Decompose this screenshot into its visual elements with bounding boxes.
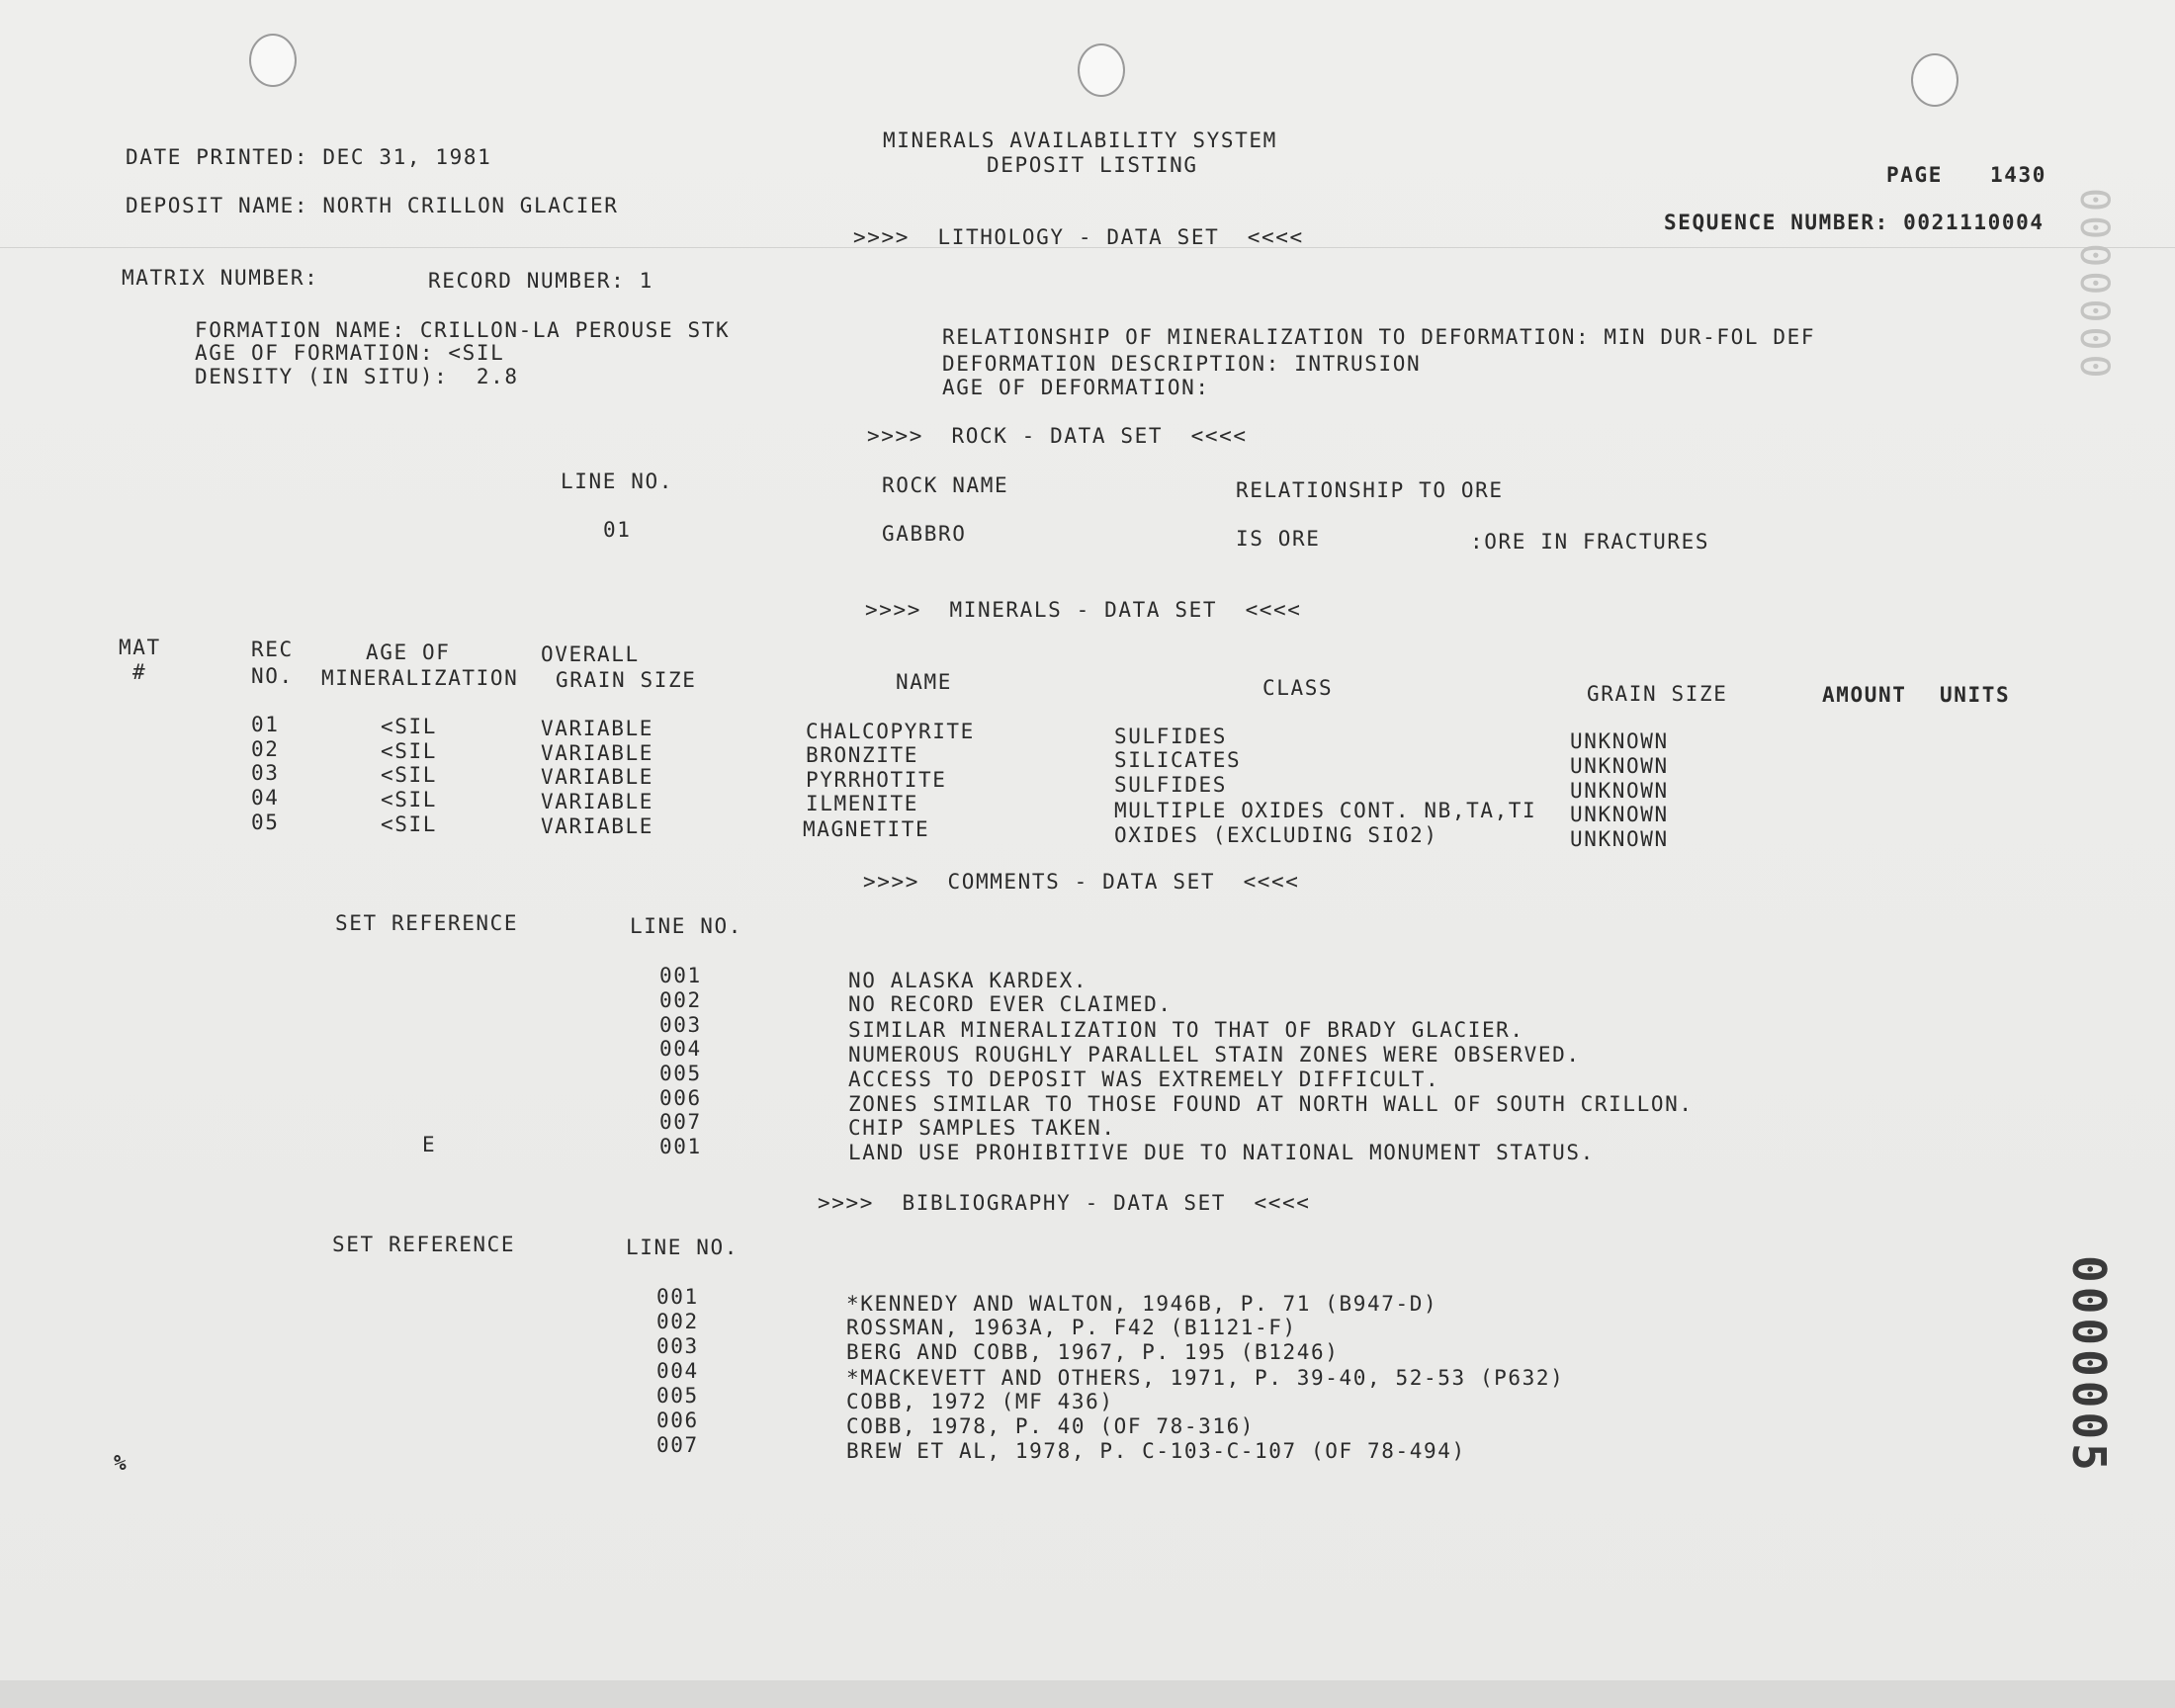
comments-header-line-no: LINE NO.	[630, 914, 742, 938]
mineral-rec: 03	[251, 761, 280, 785]
bibliography-text: BERG AND COBB, 1967, P. 195 (B1246)	[846, 1340, 1340, 1364]
rock-name: GABBRO	[882, 522, 967, 546]
mineral-name: CHALCOPYRITE	[806, 720, 975, 743]
mineral-class: SULFIDES	[1114, 773, 1227, 797]
comments-banner: >>>> COMMENTS - DATA SET <<<<	[863, 870, 1300, 894]
comment-text: SIMILAR MINERALIZATION TO THAT OF BRADY GLACIER.	[848, 1018, 1524, 1042]
mineral-class: SILICATES	[1114, 748, 1242, 772]
mineral-class: OXIDES (EXCLUDING SIO2)	[1114, 823, 1438, 847]
comment-line-no: 003	[659, 1013, 702, 1037]
mineral-overall-grain: VARIABLE	[541, 790, 653, 813]
comment-line-no: 002	[659, 988, 702, 1012]
scan-bottom-strip	[0, 1680, 2175, 1708]
bibliography-line-no: 004	[656, 1359, 699, 1383]
comment-line-no: 001	[659, 1135, 702, 1158]
bibliography-text: *MACKEVETT AND OTHERS, 1971, P. 39-40, 52-53 (P632)	[846, 1366, 1565, 1390]
bibliography-text: *KENNEDY AND WALTON, 1946B, P. 71 (B947-D)	[846, 1292, 1438, 1316]
punch-hole	[249, 34, 297, 87]
percent-mark: %	[114, 1451, 129, 1475]
lithology-banner: >>>> LITHOLOGY - DATA SET <<<<	[853, 225, 1304, 249]
mineral-overall-grain: VARIABLE	[541, 717, 653, 740]
rock-line-no: 01	[603, 518, 632, 542]
minerals-header-class: CLASS	[1262, 676, 1334, 700]
minerals-header-mineralization: MINERALIZATION	[321, 666, 519, 690]
minerals-header-grain: GRAIN SIZE	[1587, 682, 1728, 706]
bibliography-line-no: 001	[656, 1285, 699, 1309]
mineral-overall-grain: VARIABLE	[541, 741, 653, 765]
mineral-age: <SIL	[381, 739, 437, 763]
minerals-header-amount: AMOUNT	[1822, 683, 1907, 707]
comment-line-no: 004	[659, 1037, 702, 1061]
bibliography-line-no: 006	[656, 1409, 699, 1432]
bibliography-text: BREW ET AL, 1978, P. C-103-C-107 (OF 78-494)	[846, 1439, 1466, 1463]
age-of-deformation: AGE OF DEFORMATION:	[942, 376, 1210, 399]
comment-text: CHIP SAMPLES TAKEN.	[848, 1116, 1116, 1140]
density: DENSITY (IN SITU): 2.8	[195, 365, 519, 388]
comments-header-set-reference: SET REFERENCE	[335, 911, 519, 935]
deformation-description: DEFORMATION DESCRIPTION: INTRUSION	[942, 352, 1422, 376]
comment-line-no: 005	[659, 1062, 702, 1085]
mineral-overall-grain: VARIABLE	[541, 814, 653, 838]
mineralization-relationship: RELATIONSHIP OF MINERALIZATION TO DEFORMATION: MIN DUR-FOL DEF	[942, 325, 1816, 349]
side-stamp-number	[2056, 1255, 2126, 1493]
comment-text: NO ALASKA KARDEX.	[848, 969, 1088, 992]
minerals-header-overall: OVERALL	[541, 642, 640, 666]
mineral-grain-size: UNKNOWN	[1570, 779, 1669, 803]
sequence-number: SEQUENCE NUMBER: 0021110004	[1664, 211, 2044, 234]
mineral-name: MAGNETITE	[803, 817, 930, 841]
bibliography-text: COBB, 1972 (MF 436)	[846, 1390, 1114, 1413]
mineral-age: <SIL	[381, 788, 437, 811]
comment-text: ACCESS TO DEPOSIT WAS EXTREMELY DIFFICULT.	[848, 1068, 1440, 1091]
record-number: RECORD NUMBER: 1	[428, 269, 653, 293]
deposit-name: DEPOSIT NAME: NORTH CRILLON GLACIER	[126, 194, 619, 217]
comment-line-no: 001	[659, 964, 702, 987]
rock-header-rock-name: ROCK NAME	[882, 473, 1009, 497]
mineral-age: <SIL	[381, 763, 437, 787]
comment-text: LAND USE PROHIBITIVE DUE TO NATIONAL MONUMENT STATUS.	[848, 1141, 1595, 1164]
comment-line-no: 006	[659, 1086, 702, 1110]
mineral-grain-size: UNKNOWN	[1570, 827, 1669, 851]
mineral-rec: 02	[251, 737, 280, 761]
formation-name: FORMATION NAME: CRILLON-LA PEROUSE STK	[195, 318, 731, 342]
mineral-name: ILMENITE	[806, 792, 918, 815]
bibliography-text: COBB, 1978, P. 40 (OF 78-316)	[846, 1414, 1256, 1438]
minerals-header-mat-hash: #	[132, 660, 147, 684]
comment-set-reference: E	[422, 1133, 437, 1156]
mineral-class: SULFIDES	[1114, 725, 1227, 748]
comment-text: ZONES SIMILAR TO THOSE FOUND AT NORTH WALL OF SOUTH CRILLON.	[848, 1092, 1694, 1116]
mineral-grain-size: UNKNOWN	[1570, 754, 1669, 778]
rock-header-relationship: RELATIONSHIP TO ORE	[1236, 478, 1504, 502]
minerals-banner: >>>> MINERALS - DATA SET <<<<	[865, 598, 1302, 622]
matrix-number: MATRIX NUMBER:	[122, 266, 319, 290]
minerals-header-grain-size: GRAIN SIZE	[556, 668, 697, 692]
side-stamp-text: 0000005	[2062, 1255, 2116, 1475]
mineral-age: <SIL	[381, 715, 437, 738]
bibliography-line-no: 007	[656, 1433, 699, 1457]
rock-relationship: IS ORE	[1236, 527, 1321, 551]
rock-banner: >>>> ROCK - DATA SET <<<<	[867, 424, 1248, 448]
mineral-rec: 04	[251, 786, 280, 810]
mineral-grain-size: UNKNOWN	[1570, 729, 1669, 753]
page-number: 1430	[1990, 163, 2046, 187]
date-printed: DATE PRINTED: DEC 31, 1981	[126, 145, 492, 169]
minerals-header-rec-no: NO.	[251, 664, 294, 688]
mineral-name: BRONZITE	[806, 743, 918, 767]
mineral-rec: 05	[251, 811, 280, 834]
bibliography-banner: >>>> BIBLIOGRAPHY - DATA SET <<<<	[818, 1191, 1311, 1215]
rock-header-line-no: LINE NO.	[561, 470, 673, 493]
bibliography-line-no: 005	[656, 1384, 699, 1408]
bibliography-line-no: 003	[656, 1334, 699, 1358]
minerals-header-mat: MAT	[119, 636, 161, 659]
bibliography-line-no: 002	[656, 1310, 699, 1333]
faint-stamp-number	[2061, 188, 2131, 405]
minerals-header-rec: REC	[251, 638, 294, 661]
mineral-age: <SIL	[381, 812, 437, 836]
system-title: MINERALS AVAILABILITY SYSTEM	[883, 128, 1277, 152]
bibliography-header-set-reference: SET REFERENCE	[332, 1233, 516, 1256]
minerals-header-age: AGE OF	[366, 640, 451, 664]
mineral-class: MULTIPLE OXIDES CONT. NB,TA,TI	[1114, 799, 1537, 822]
bibliography-header-line-no: LINE NO.	[626, 1236, 739, 1259]
punch-hole	[1078, 43, 1125, 97]
comment-text: NUMEROUS ROUGHLY PARALLEL STAIN ZONES WERE OBSERVED.	[848, 1043, 1581, 1067]
mineral-grain-size: UNKNOWN	[1570, 803, 1669, 826]
mineral-overall-grain: VARIABLE	[541, 765, 653, 789]
faint-stamp-text: 0000000	[2071, 188, 2117, 383]
age-of-formation: AGE OF FORMATION: <SIL	[195, 341, 505, 365]
listing-title: DEPOSIT LISTING	[987, 153, 1198, 177]
comment-line-no: 007	[659, 1110, 702, 1134]
rock-note: :ORE IN FRACTURES	[1470, 530, 1710, 554]
minerals-header-name: NAME	[896, 670, 952, 694]
page-label: PAGE	[1886, 163, 1943, 187]
mineral-rec: 01	[251, 713, 280, 736]
comment-text: NO RECORD EVER CLAIMED.	[848, 992, 1173, 1016]
bibliography-text: ROSSMAN, 1963A, P. F42 (B1121-F)	[846, 1316, 1297, 1339]
punch-hole	[1911, 53, 1958, 107]
mineral-name: PYRRHOTITE	[806, 768, 947, 792]
minerals-header-units: UNITS	[1940, 683, 2011, 707]
